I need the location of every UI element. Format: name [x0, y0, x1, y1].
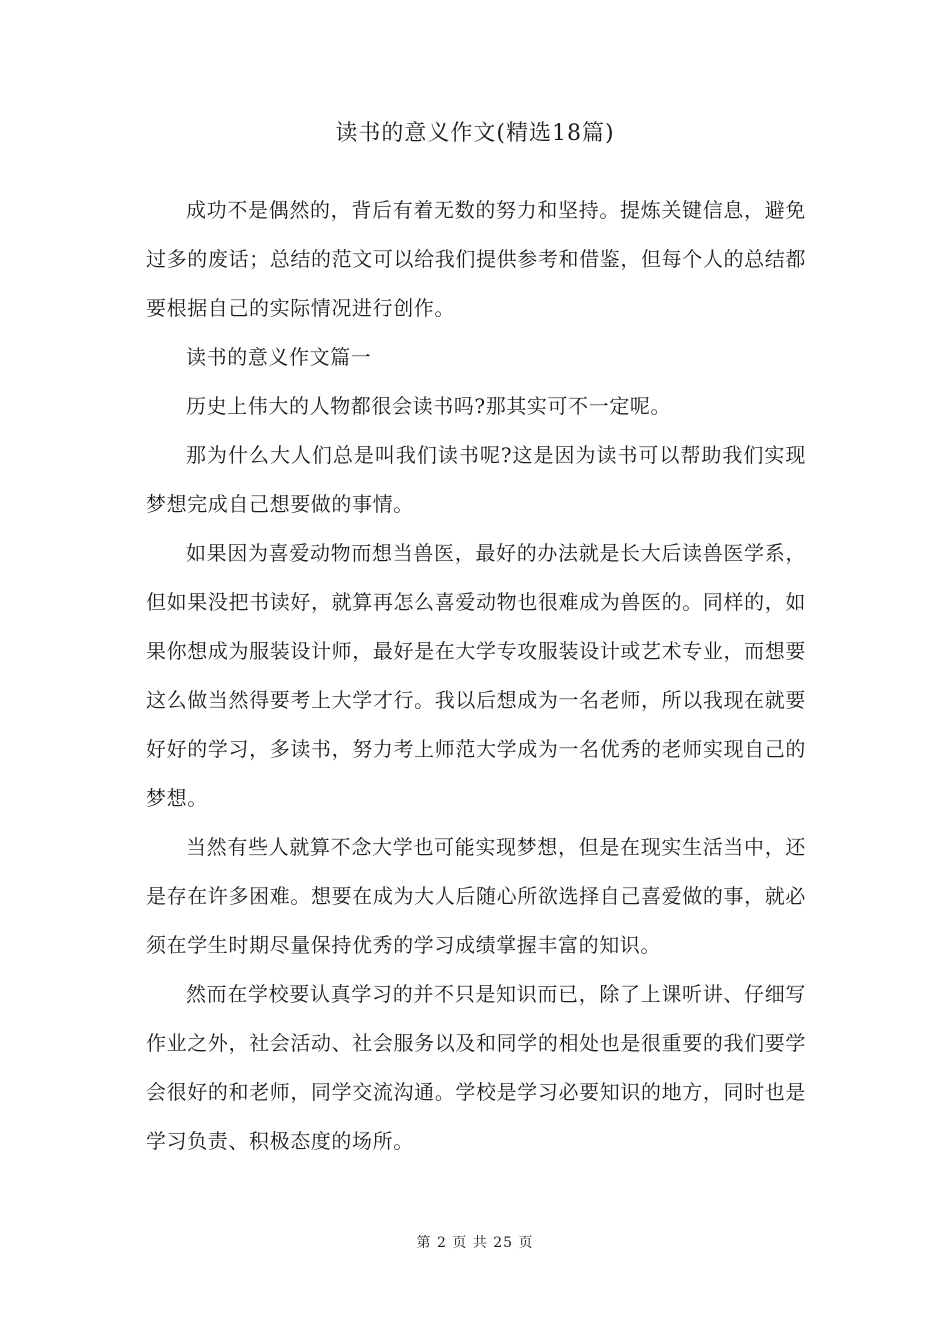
footer-total-pages: 25 — [493, 1235, 514, 1251]
document-body — [146, 186, 806, 1166]
page-footer — [0, 1232, 950, 1252]
footer-prefix: 第 — [416, 1235, 432, 1251]
footer-current-page: 2 — [436, 1235, 447, 1251]
paragraph: 那为什么大人们总是叫我们读书呢?这是因为读书可以帮助我们实现梦想完成自己想要做的事情。 — [146, 443, 806, 516]
section-heading: 读书的意义作文篇一 — [186, 345, 372, 369]
footer-suffix: 页 — [518, 1235, 534, 1251]
paragraph: 历史上伟大的人物都很会读书吗?那其实可不一定呢。 — [186, 394, 672, 418]
footer-middle: 页 共 — [452, 1235, 488, 1251]
paragraph-intro: 成功不是偶然的，背后有着无数的努力和坚持。提炼关键信息，避免过多的废话；总结的范文可以给我们提供参考和借鉴，但每个人的总结都要根据自己的实际情况进行创作。 — [146, 198, 806, 320]
document-title: 读书的意义作文(精选18篇) — [335, 121, 615, 146]
paragraph: 如果因为喜爱动物而想当兽医，最好的办法就是长大后读兽医学系，但如果没把书读好，就算再怎么喜爱动物也很难成为兽医的。同样的，如果你想成为服装设计师，最好是在大学专攻服装设计或艺术专业，而想要这么做当然得要考上大学才行。我以后想成为一名老师，所以我现在就要好好的学习，多读书，努力考上师范大学成为一名优秀的老师实现自己的梦想。 — [146, 541, 806, 810]
paragraph: 当然有些人就算不念大学也可能实现梦想，但是在现实生活当中，还是存在许多困难。想要在成为大人后随心所欲选择自己喜爱做的事，就必须在学生时期尽量保持优秀的学习成绩掌握丰富的知识。 — [146, 835, 806, 957]
paragraph: 然而在学校要认真学习的并不只是知识而已，除了上课听讲、仔细写作业之外，社会活动、社会服务以及和同学的相处也是很重要的我们要学会很好的和老师，同学交流沟通。学校是学习必要知识的地方，同时也是学习负责、积极态度的场所。 — [146, 982, 806, 1153]
